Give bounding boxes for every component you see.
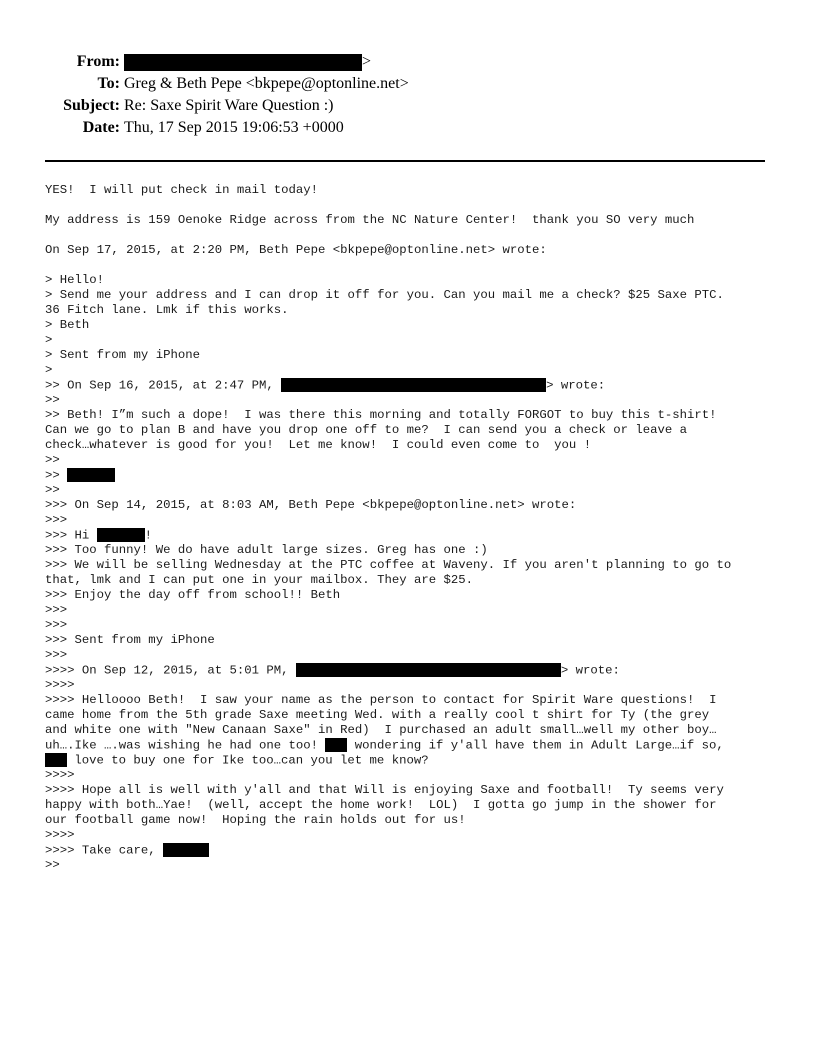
line-text: > Send me your address and I can drop it off for you. Can you mail me a check? $25 Saxe PTC.	[45, 288, 724, 302]
body-line	[45, 183, 785, 198]
line-text: happy with both…Yae! (well, accept the home work! LOL) I gotta go jump in the shower for	[45, 798, 717, 812]
body-line	[45, 633, 785, 648]
body-line	[45, 588, 785, 603]
line-text: >>> Hi	[45, 528, 97, 543]
line-text: 36 Fitch lane. Lmk if this works.	[45, 303, 289, 317]
body-line	[45, 693, 785, 708]
body-line	[45, 813, 785, 828]
body-line	[45, 408, 785, 423]
redaction-block	[45, 753, 67, 767]
body-line	[45, 768, 785, 783]
email-body	[45, 183, 785, 873]
line-text: >>> Enjoy the day off from school!! Beth	[45, 588, 341, 602]
body-line	[45, 858, 785, 873]
body-line	[45, 798, 785, 813]
line-text-after: wondering if y'all have them in Adult Large…if so,	[347, 738, 724, 753]
body-line	[45, 393, 785, 408]
line-text: >>>	[45, 603, 68, 617]
line-text: >>>> Helloooo Beth! I saw your name as the person to contact for Spirit Ware questions! I	[45, 693, 717, 707]
body-line	[45, 828, 785, 843]
line-text: >>	[45, 858, 60, 872]
line-text-after: love to buy one for Ike too…can you let me know?	[67, 753, 429, 768]
body-line	[45, 738, 785, 753]
date-row	[0, 118, 816, 138]
body-line	[45, 348, 785, 363]
line-text-after: > wrote:	[560, 663, 620, 678]
line-text: >>	[45, 453, 60, 467]
body-line	[45, 273, 785, 288]
line-text: >>>>	[45, 768, 75, 782]
date-label: Date:	[82, 119, 120, 136]
line-text: >>> We will be selling Wednesday at the PTC coffee at Waveny. If you aren't planning to go to	[45, 558, 732, 572]
redaction-block	[124, 54, 362, 71]
line-text: > Sent from my iPhone	[45, 348, 200, 362]
line-text: >	[45, 333, 53, 347]
redaction-block	[67, 468, 115, 482]
body-line	[45, 288, 785, 303]
body-line	[45, 468, 785, 483]
date-value: Thu, 17 Sep 2015 19:06:53 +0000	[124, 119, 344, 136]
line-text: >	[45, 363, 53, 377]
line-text: >>>> Take care,	[45, 843, 164, 858]
body-line	[45, 513, 785, 528]
body-line	[45, 708, 785, 723]
body-line	[45, 783, 785, 798]
line-text: came home from the 5th grade Saxe meeting Wed. with a really cool t shirt for Ty (the grey	[45, 708, 710, 722]
from-row	[0, 52, 816, 72]
redaction-block	[97, 528, 145, 542]
body-line	[45, 318, 785, 333]
line-text: Can we go to plan B and have you drop one off to me? I can send you a check or leave a	[45, 423, 688, 437]
body-line	[45, 618, 785, 633]
body-line	[45, 378, 785, 393]
line-text: and white one with "New Canaan Saxe" in Red) I purchased an adult small…well my other boy…	[45, 723, 717, 737]
body-line	[45, 438, 785, 453]
subject-value: Re: Saxe Spirit Ware Question :)	[124, 97, 334, 114]
to-row	[0, 74, 816, 94]
redaction-block	[163, 843, 209, 857]
subject-label: Subject:	[63, 97, 120, 114]
line-text: >>>>	[45, 828, 75, 842]
line-text-after: !	[144, 528, 153, 543]
body-line	[45, 498, 785, 513]
line-text: that, lmk and I can put one in your mailbox. They are $25.	[45, 573, 474, 587]
body-line	[45, 573, 785, 588]
body-line	[45, 198, 785, 213]
from-label: From:	[76, 53, 120, 70]
body-line	[45, 303, 785, 318]
from-value	[124, 52, 371, 72]
line-text: uh….Ike ….was wishing he had one too!	[45, 738, 326, 753]
body-line	[45, 843, 785, 858]
line-text: >>> Sent from my iPhone	[45, 633, 215, 647]
subject-row	[0, 96, 816, 116]
body-line	[45, 483, 785, 498]
body-line	[45, 543, 785, 558]
line-text: >>>>	[45, 678, 75, 692]
body-line	[45, 558, 785, 573]
body-line	[45, 753, 785, 768]
redaction-block	[325, 738, 347, 752]
line-text: >>> On Sep 14, 2015, at 8:03 AM, Beth Pepe <bkpepe@optonline.net> wrote:	[45, 498, 577, 512]
line-text: > Beth	[45, 318, 90, 332]
to-value: Greg & Beth Pepe <bkpepe@optonline.net>	[124, 75, 409, 92]
line-text: >>>	[45, 648, 68, 662]
body-line	[45, 228, 785, 243]
line-text: >>	[45, 393, 60, 407]
header-divider	[45, 160, 765, 162]
body-line	[45, 243, 785, 258]
body-line	[45, 723, 785, 738]
line-text: >>	[45, 483, 60, 497]
body-line	[45, 333, 785, 348]
redaction-block	[296, 663, 561, 677]
body-line	[45, 453, 785, 468]
body-line	[45, 603, 785, 618]
body-line	[45, 663, 785, 678]
body-line	[45, 423, 785, 438]
body-line	[45, 363, 785, 378]
body-line	[45, 678, 785, 693]
redaction-block	[281, 378, 546, 392]
line-text: >> On Sep 16, 2015, at 2:47 PM,	[45, 378, 282, 393]
line-text: check…whatever is good for you! Let me know! I could even come to you !	[45, 438, 592, 452]
line-text: our football game now! Hoping the rain holds out for us!	[45, 813, 466, 827]
line-text: >>>> Hope all is well with y'all and that Will is enjoying Saxe and football! Ty seems very	[45, 783, 724, 797]
line-text: >> Beth! I”m such a dope! I was there this morning and totally FORGOT to buy this t-shirt!	[45, 408, 717, 422]
body-line	[45, 213, 785, 228]
line-text: >>> Too funny! We do have adult large sizes. Greg has one :)	[45, 543, 488, 557]
line-text: >>>	[45, 513, 68, 527]
from-suffix: >	[362, 53, 372, 70]
line-text: My address is 159 Oenoke Ridge across from the NC Nature Center! thank you SO very much	[45, 213, 695, 227]
line-text: On Sep 17, 2015, at 2:20 PM, Beth Pepe <bkpepe@optonline.net> wrote:	[45, 243, 547, 257]
line-text: >>	[45, 468, 68, 483]
body-line	[45, 648, 785, 663]
line-text: YES! I will put check in mail today!	[45, 183, 319, 197]
body-line	[45, 258, 785, 273]
line-text-after: > wrote:	[546, 378, 606, 393]
body-line	[45, 528, 785, 543]
line-text: >>>> On Sep 12, 2015, at 5:01 PM,	[45, 663, 296, 678]
line-text: >>>	[45, 618, 68, 632]
line-text: > Hello!	[45, 273, 105, 287]
to-label: To:	[97, 75, 120, 92]
